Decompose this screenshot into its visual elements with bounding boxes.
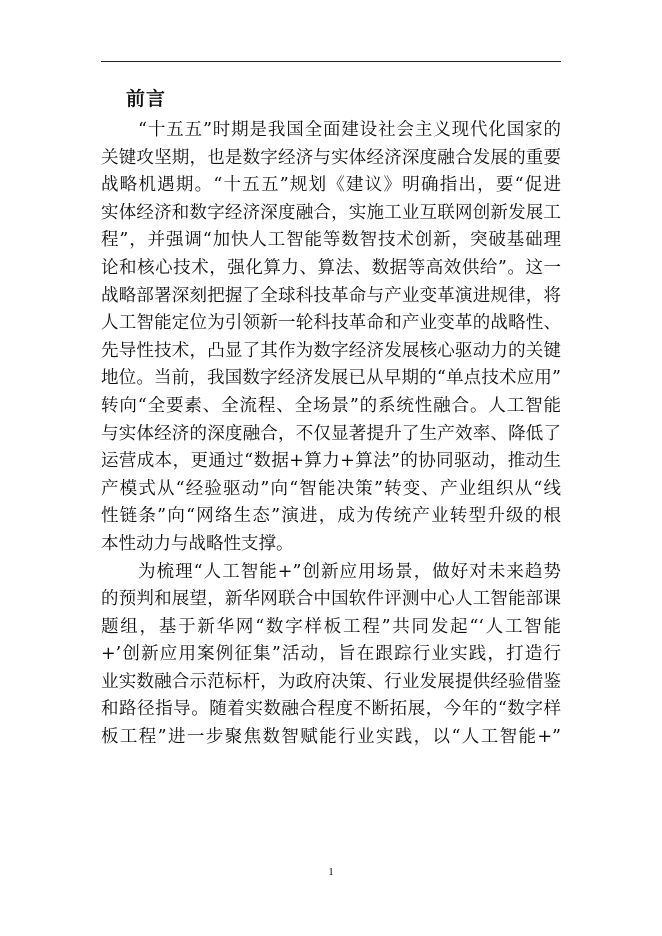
text-line: 转向“全要素、全流程、全场景”的系统性融合。人工智能 [101,395,561,416]
text-line: 论和核心技术，强化算力、算法、数据等高效供给”。这一 [101,257,561,278]
text-line: 与实体经济的深度融合，不仅显著提升了生产效率、降低了 [101,423,561,444]
text-line: 本性动力与战略性支撑。 [101,533,294,554]
text-line: 产模式从“经验驱动”向“智能决策”转变、产业组织从“线 [101,478,561,499]
header-rule [101,61,561,62]
text-line: 人工智能定位为引领新一轮科技革命和产业变革的战略性、 [101,313,561,334]
text-line: 先导性技术，凸显了其作为数字经济发展核心驱动力的关键 [101,340,561,361]
text-line: 战略部署深刻把握了全球科技革命与产业变革演进规律，将 [101,285,561,306]
page-number: 1 [328,866,334,878]
text-line: 为梳理“人工智能+”创新应用场景，做好对未来趋势 [138,561,561,582]
paragraph-1 [101,117,561,559]
text-line: 战略机遇期。“十五五”规划《建议》明确指出，要“促进 [101,175,561,196]
section-heading: 前言 [126,88,167,110]
paragraph-2 [101,559,561,752]
text-line: 业实数融合示范标杆，为政府决策、行业发展提供经验借鉴 [101,671,561,692]
text-line: 性链条”向“网络生态”演进，成为传统产业转型升级的根 [101,506,561,527]
text-line: +’创新应用案例征集”活动，旨在跟踪行业实践，打造行 [101,644,561,665]
text-line: 运营成本，更通过“数据+算力+算法”的协同驱动，推动生 [101,451,561,472]
text-line: 程”，并强调“加快人工智能等数智技术创新，突破基础理 [101,230,561,251]
text-line: 板工程”进一步聚焦数智赋能行业实践，以“人工智能+” [101,727,561,748]
text-line: 的预判和展望，新华网联合中国软件评测中心人工智能部课 [101,589,561,610]
text-line: “十五五”时期是我国全面建设社会主义现代化国家的 [138,120,561,140]
text-line: 关键攻坚期，也是数字经济与实体经济深度融合发展的重要 [101,147,561,168]
text-line: 和路径指导。随着实数融合程度不断拓展，今年的“数字样 [101,699,561,720]
body-text [101,117,561,752]
text-line: 实体经济和数字经济深度融合，实施工业互联网创新发展工 [101,202,561,223]
text-line: 地位。当前，我国数字经济发展已从早期的“单点技术应用” [101,368,561,389]
text-line: 题组，基于新华网“数字样板工程”共同发起“‘人工智能 [101,616,561,637]
